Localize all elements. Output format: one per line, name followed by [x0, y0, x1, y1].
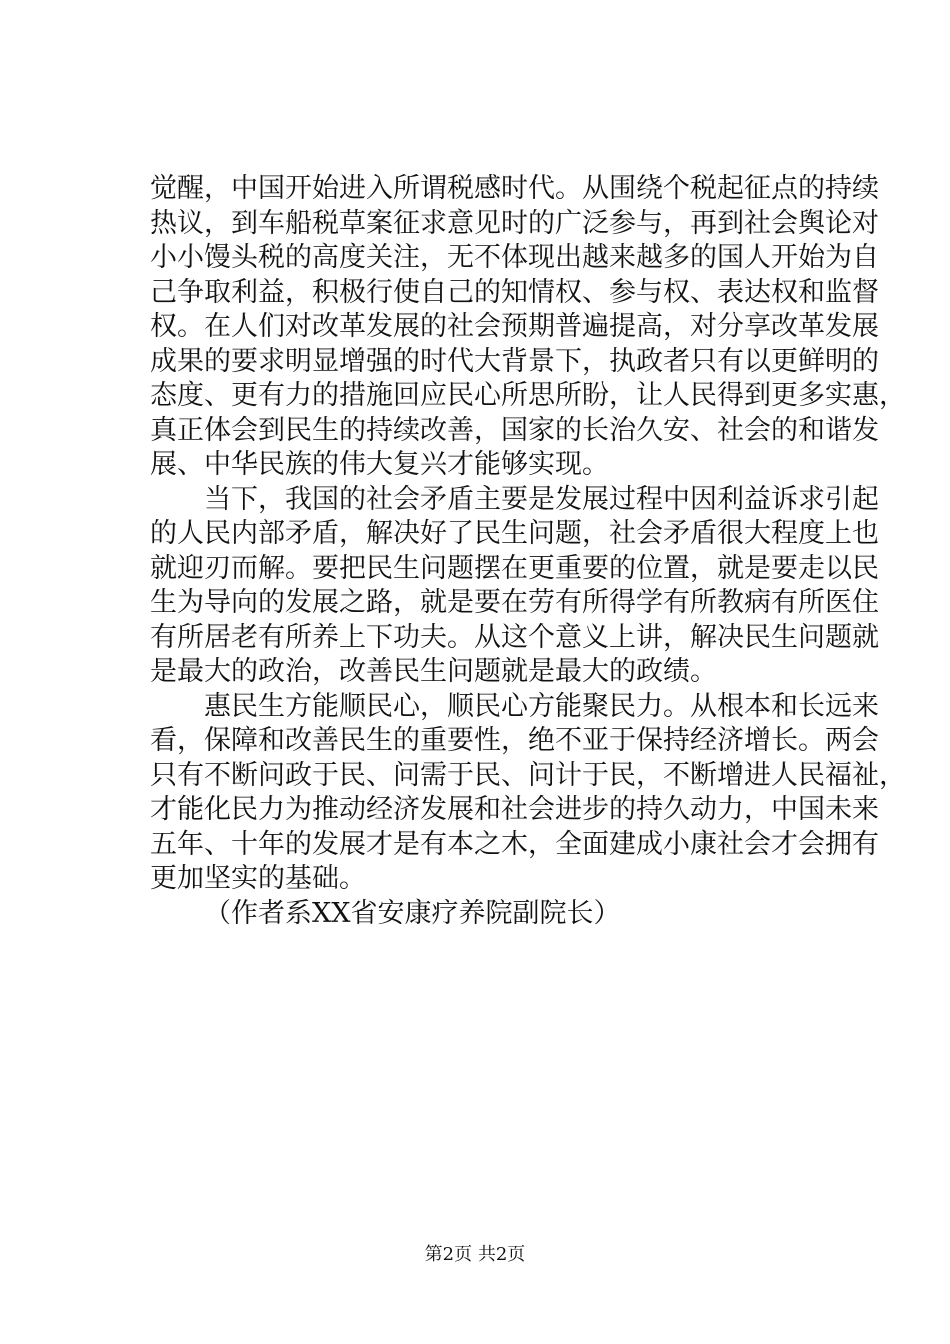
text-line: 更加坚实的基础。	[150, 863, 366, 894]
text-line: 生为导向的发展之路，就是要在劳有所得学有所教病有所医住	[150, 587, 879, 618]
text-line: 权。在人们对改革发展的社会预期普遍提高，对分享改革发展	[150, 311, 879, 342]
text-line: 态度、更有力的措施回应民心所思所盼，让人民得到更多实惠，	[150, 380, 906, 411]
text-line: 就迎刃而解。要把民生问题摆在更重要的位置，就是要走以民	[150, 552, 879, 584]
author-note	[150, 897, 830, 932]
page-number: 第2页 共2页	[424, 1244, 526, 1265]
text-line: 小小馒头税的高度关注，无不体现出越来越多的国人开始为自	[150, 242, 879, 273]
text-line: 觉醒，中国开始进入所谓税感时代。从围绕个税起征点的持续	[150, 173, 879, 204]
author-note-line: （作者系XX省安康疗养院副院长）	[204, 897, 621, 929]
text-line: 热议，到车船税草案征求意见时的广泛参与，再到社会舆论对	[150, 207, 879, 239]
paragraph	[150, 690, 906, 897]
text-line: 是最大的政治，改善民生问题就是最大的政绩。	[150, 656, 717, 687]
text-line: 当下，我国的社会矛盾主要是发展过程中因利益诉求引起	[204, 483, 879, 515]
article-body	[150, 172, 906, 931]
text-line: 成果的要求明显增强的时代大背景下，执政者只有以更鲜明的	[150, 345, 879, 377]
text-line: 展、中华民族的伟大复兴才能够实现。	[150, 449, 609, 480]
text-line: 己争取利益，积极行使自己的知情权、参与权、表达权和监督	[150, 276, 879, 308]
paragraph	[150, 172, 906, 483]
text-line: 才能化民力为推动经济发展和社会进步的持久动力，中国未来	[150, 794, 879, 825]
text-line: 惠民生方能顺民心，顺民心方能聚民力。从根本和长远来	[204, 690, 879, 722]
paragraph	[150, 483, 879, 690]
text-line: 五年、十年的发展才是有本之木，全面建成小康社会才会拥有	[150, 828, 879, 860]
text-line: 只有不断问政于民、问需于民、问计于民，不断增进人民福祉，	[150, 759, 906, 791]
text-line: 真正体会到民生的持续改善，国家的长治久安、社会的和谐发	[150, 414, 879, 446]
text-line: 看，保障和改善民生的重要性，绝不亚于保持经济增长。两会	[150, 725, 879, 756]
text-line: 的人民内部矛盾，解决好了民生问题，社会矛盾很大程度上也	[150, 518, 879, 549]
text-line: 有所居老有所养上下功夫。从这个意义上讲，解决民生问题就	[150, 621, 879, 653]
